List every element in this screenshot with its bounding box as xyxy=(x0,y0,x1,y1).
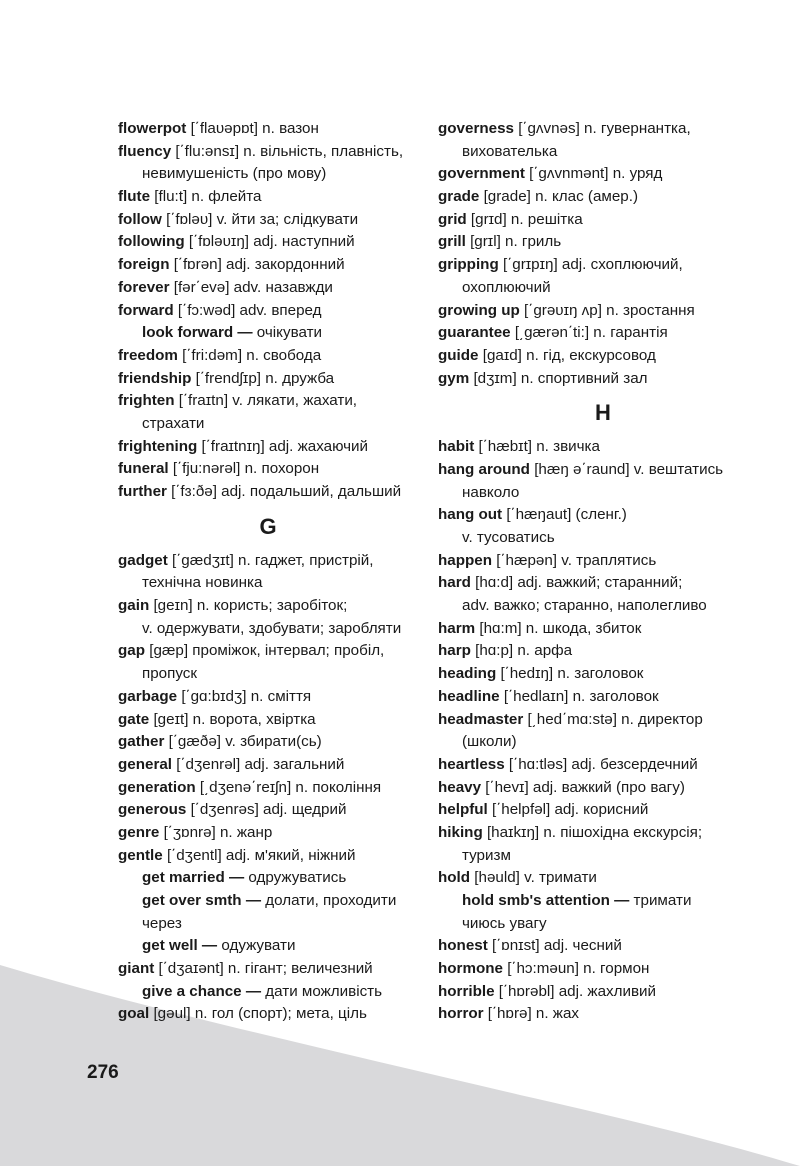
definition: [haɪkɪŋ] n. пішохідна екскурсія; xyxy=(482,823,703,841)
entry-continuation: (школи) xyxy=(462,733,517,751)
definition: [΄fri:dǝm] n. свобода xyxy=(177,346,322,364)
headword: honest xyxy=(438,937,488,955)
dictionary-entry xyxy=(438,867,768,890)
dictionary-entry xyxy=(438,436,768,459)
left-column xyxy=(118,118,418,1026)
dictionary-entry xyxy=(438,799,768,822)
headword: freedom xyxy=(118,346,178,364)
definition: [΄dʒaɪǝnt] n. гігант; величезний xyxy=(154,960,373,978)
headword: funeral xyxy=(118,460,169,478)
dictionary-entry xyxy=(438,254,768,277)
dictionary-entry xyxy=(118,345,418,368)
definition: [΄hɒrǝbl] adj. жахливий xyxy=(494,982,656,1000)
headword: gate xyxy=(118,710,150,728)
dictionary-entry xyxy=(118,595,418,618)
definition: [geɪn] n. користь; заробіток; xyxy=(149,597,348,615)
headword: hiking xyxy=(438,823,483,841)
headword: get married xyxy=(142,869,225,887)
page-number: 276 xyxy=(87,1062,119,1083)
headword: follow xyxy=(118,210,162,228)
definition: [grɪd] n. решітка xyxy=(466,210,583,228)
section-letter-heading: G xyxy=(259,513,277,539)
headword: frighten xyxy=(118,392,175,410)
phrase-entry xyxy=(438,890,768,913)
definition: [΄ʒɒnrǝ] n. жанр xyxy=(159,823,273,841)
headword: gripping xyxy=(438,256,499,274)
headword: get over smth xyxy=(142,892,242,909)
definition: [dʒɪm] n. спортивний зал xyxy=(469,369,648,387)
entry-continuation: v. тусоватись xyxy=(462,529,555,546)
dictionary-entry xyxy=(118,209,418,232)
headword: grade xyxy=(438,188,480,206)
headword: grid xyxy=(438,210,467,228)
headword: governess xyxy=(438,120,514,137)
right-column xyxy=(438,118,768,1026)
definition: [΄hɒrǝ] n. жах xyxy=(483,1005,579,1023)
dictionary-entry xyxy=(118,550,418,573)
headword: flute xyxy=(118,188,151,206)
headword: hard xyxy=(438,574,471,592)
dictionary-entry xyxy=(438,368,768,391)
entry-continuation: чиюсь увагу xyxy=(462,914,547,932)
dictionary-entry xyxy=(118,845,418,868)
headword: gentle xyxy=(118,846,163,864)
dictionary-entry xyxy=(438,231,768,254)
dictionary-entry xyxy=(438,345,768,368)
definition: тримати xyxy=(633,892,692,909)
definition: [΄dʒenrǝl] adj. загальний xyxy=(172,755,345,773)
phrase-dash: — xyxy=(197,937,222,955)
phrase-dash: — xyxy=(233,324,257,342)
headword: grill xyxy=(438,233,466,251)
headword: hold smb's attention xyxy=(462,892,610,909)
definition: [hæŋ ǝ΄raund] v. вештатись xyxy=(529,460,724,478)
definition: [΄grɪpɪŋ] adj. схоплюючий, xyxy=(498,256,683,274)
definition: [΄hæpǝn] v. траплятись xyxy=(492,551,657,569)
definition: [΄gʌvnmǝnt] n. уряд xyxy=(524,165,663,183)
dictionary-entry xyxy=(118,186,418,209)
headword: happen xyxy=(438,551,493,569)
dictionary-entry xyxy=(118,754,418,777)
definition: [hɑ:m] n. шкода, збиток xyxy=(475,619,642,637)
definition: [͵dʒenǝ΄reɪʃn] n. покоління xyxy=(195,778,382,796)
definition: [΄flaυǝpɒt] n. вазон xyxy=(186,120,319,137)
definition: [΄helpfǝl] adj. корисний xyxy=(487,801,649,819)
dictionary-entry xyxy=(118,709,418,732)
dictionary-entry xyxy=(118,777,418,800)
headword: fluency xyxy=(118,142,172,160)
dictionary-entry xyxy=(438,822,768,845)
dictionary-entry xyxy=(118,458,418,481)
dictionary-entry xyxy=(438,322,768,345)
dictionary-entry xyxy=(118,390,418,413)
phrase-entry xyxy=(118,890,418,913)
entry-continuation: v. одержувати, здобувати; заробляти xyxy=(142,619,402,637)
headword: harp xyxy=(438,642,471,660)
definition: [΄gædʒɪt] n. гаджет, пристрій, xyxy=(167,551,374,569)
headword: gain xyxy=(118,597,150,615)
entry-continuation: навколо xyxy=(462,483,520,501)
entry-continuation: через xyxy=(142,914,182,932)
dictionary-entry xyxy=(438,186,768,209)
definition: [΄hedɪŋ] n. заголовок xyxy=(496,665,644,683)
dictionary-entry xyxy=(118,799,418,822)
dictionary-entry xyxy=(438,1003,768,1026)
definition: [΄hɑ:tlǝs] adj. безсердечний xyxy=(504,755,698,773)
dictionary-entry xyxy=(438,709,768,732)
dictionary-entry xyxy=(438,935,768,958)
headword: garbage xyxy=(118,687,178,705)
dictionary-entry xyxy=(118,141,418,164)
headword: hang out xyxy=(438,506,503,524)
headword: forever xyxy=(118,278,170,296)
phrase-dash: — xyxy=(224,869,249,887)
headword: following xyxy=(118,233,185,251)
phrase-entry xyxy=(118,981,418,1004)
definition: [΄fɒlǝυ] v. йти за; слідкувати xyxy=(161,210,359,228)
definition: очікувати xyxy=(256,324,323,342)
dictionary-entry xyxy=(438,640,768,663)
definition: [geɪt] n. ворота, хвіртка xyxy=(149,710,316,728)
dictionary-entry xyxy=(438,618,768,641)
dictionary-entry xyxy=(118,731,418,754)
headword: generation xyxy=(118,778,196,796)
entry-continuation: adv. важко; старанно, наполегливо xyxy=(462,597,707,615)
definition: [΄fɒlǝυɪŋ] adj. наступний xyxy=(184,233,355,251)
dictionary-entry xyxy=(118,368,418,391)
entry-continuation: страхати xyxy=(142,414,205,432)
phrase-entry xyxy=(118,322,418,345)
headword: hold xyxy=(438,869,471,887)
headword: hormone xyxy=(438,960,503,978)
headword: forward xyxy=(118,301,174,319)
definition: [΄dʒentl] adj. м'який, ніжний xyxy=(162,846,356,864)
headword: look forward xyxy=(142,324,234,342)
headword: growing up xyxy=(438,301,520,319)
dictionary-entry xyxy=(118,254,418,277)
dictionary-entry xyxy=(118,640,418,663)
entry-continuation: вихователька xyxy=(462,142,558,160)
headword: general xyxy=(118,755,173,773)
headword: further xyxy=(118,483,167,500)
definition: [΄fraɪtnɪŋ] adj. жахаючий xyxy=(197,437,369,455)
definition: [͵hed΄mɑ:stǝ] n. директор xyxy=(523,710,703,728)
headword: genre xyxy=(118,823,160,841)
dictionary-entry xyxy=(438,118,768,141)
definition: [΄gɑ:bɪdʒ] n. сміття xyxy=(177,687,312,705)
entry-continuation: пропуск xyxy=(142,665,198,683)
definition: [΄fɒrǝn] adj. закордонний xyxy=(169,256,345,274)
dictionary-entry xyxy=(438,981,768,1004)
headword: gather xyxy=(118,733,165,751)
headword: giant xyxy=(118,960,155,978)
headword: generous xyxy=(118,801,187,819)
definition: долати, проходити xyxy=(265,892,397,909)
dictionary-entry xyxy=(438,754,768,777)
definition: [hǝuld] v. тримати xyxy=(470,869,597,887)
headword: friendship xyxy=(118,369,192,387)
dictionary-entry xyxy=(118,481,418,504)
headword: gym xyxy=(438,369,470,387)
definition: [hɑ:p] n. арфа xyxy=(470,642,573,660)
definition: [΄frendʃɪp] n. дружба xyxy=(191,369,335,387)
headword: heartless xyxy=(438,755,505,773)
definition: [΄hɔ:mǝun] n. гормон xyxy=(502,960,650,978)
headword: helpful xyxy=(438,801,488,819)
definition: [gæp] проміжок, інтервал; пробіл, xyxy=(145,642,385,660)
definition: [΄gæðǝ] v. збирати(сь) xyxy=(164,733,322,751)
headword: give a chance xyxy=(142,982,242,1000)
definition: [΄fɔ:wǝd] adv. вперед xyxy=(173,301,322,319)
definition: [gaɪd] n. гід, екскурсовод xyxy=(478,346,656,364)
dictionary-entry xyxy=(118,822,418,845)
phrase-dash: — xyxy=(241,982,266,1000)
headword: headline xyxy=(438,687,500,705)
headword: frightening xyxy=(118,437,198,455)
headword: heavy xyxy=(438,778,482,796)
headword: horrible xyxy=(438,982,495,1000)
dictionary-entry xyxy=(118,436,418,459)
definition: [grɪl] n. гриль xyxy=(465,233,562,251)
headword: government xyxy=(438,165,525,183)
entry-continuation: охоплюючий xyxy=(462,278,551,296)
headword: foreign xyxy=(118,256,170,274)
definition: [hɑ:d] adj. важкий; старанний; xyxy=(470,574,683,592)
dictionary-entry xyxy=(118,1003,418,1026)
definition: [gǝul] n. гол (спорт); мета, ціль xyxy=(149,1005,367,1023)
headword: horror xyxy=(438,1005,484,1023)
definition: [΄hedlaɪn] n. заголовок xyxy=(499,687,659,705)
dictionary-entry xyxy=(118,231,418,254)
headword: guarantee xyxy=(438,324,511,342)
headword: habit xyxy=(438,438,475,456)
dictionary-entry xyxy=(438,504,768,527)
definition: [΄hæbɪt] n. звичка xyxy=(474,438,600,456)
phrase-entry xyxy=(118,867,418,890)
headword: headmaster xyxy=(438,710,524,728)
definition: [grade] n. клас (амер.) xyxy=(479,188,639,206)
definition: [΄flu:ǝnsɪ] n. вільність, плавність, xyxy=(171,142,404,160)
definition: [΄ɒnɪst] adj. чесний xyxy=(487,937,622,955)
headword: hang around xyxy=(438,460,530,478)
dictionary-entry xyxy=(438,300,768,323)
headword: gadget xyxy=(118,551,168,569)
definition: [flu:t] n. флейта xyxy=(150,188,262,206)
dictionary-entry xyxy=(438,777,768,800)
phrase-dash: — xyxy=(241,892,266,909)
phrase-entry xyxy=(118,935,418,958)
dictionary-entry xyxy=(118,118,418,141)
dictionary-entry xyxy=(438,686,768,709)
dictionary-entry xyxy=(118,686,418,709)
entry-continuation: невимушеність (про мову) xyxy=(142,165,327,183)
headword: get well xyxy=(142,937,198,955)
dictionary-entry xyxy=(118,958,418,981)
dictionary-entry xyxy=(438,163,768,186)
headword: guide xyxy=(438,346,479,364)
definition: [fǝr΄evǝ] adv. назавжди xyxy=(169,278,333,296)
dictionary-entry xyxy=(118,300,418,323)
headword: flowerpot xyxy=(118,120,187,137)
section-letter-heading: H xyxy=(595,400,611,426)
dictionary-entry xyxy=(438,958,768,981)
definition: [΄hæŋaut] (сленг.) xyxy=(502,506,627,524)
dictionary-entry xyxy=(438,459,768,482)
definition: [΄gʌvnǝs] n. гувернантка, xyxy=(513,120,691,137)
dictionary-entry xyxy=(438,209,768,232)
headword: gap xyxy=(118,642,146,660)
definition: [΄fɜ:ðǝ] adj. подальший, дальший xyxy=(166,483,402,500)
headword: heading xyxy=(438,665,497,683)
entry-continuation: технічна новинка xyxy=(142,574,263,592)
headword: goal xyxy=(118,1005,150,1023)
definition: дати можливість xyxy=(265,982,383,1000)
definition: [΄grǝυɪŋ ʌp] n. зростання xyxy=(519,301,695,319)
dictionary-entry xyxy=(118,277,418,300)
definition: [͵gærǝn΄ti:] n. гарантія xyxy=(510,324,668,342)
definition: [΄fraɪtn] v. лякати, жахати, xyxy=(174,392,358,410)
headword: harm xyxy=(438,619,476,637)
dictionary-entry xyxy=(438,572,768,595)
definition: [΄dʒenrǝs] adj. щедрий xyxy=(186,801,347,819)
dictionary-entry xyxy=(438,663,768,686)
dictionary-entry xyxy=(438,550,768,573)
definition: [΄fju:nǝrǝl] n. похорон xyxy=(168,460,320,478)
definition: одужувати xyxy=(221,937,296,955)
entry-continuation: туризм xyxy=(462,846,511,864)
definition: [΄hevɪ] adj. важкий (про вагу) xyxy=(481,778,685,796)
phrase-dash: — xyxy=(609,892,634,909)
definition: одружуватись xyxy=(248,869,347,887)
